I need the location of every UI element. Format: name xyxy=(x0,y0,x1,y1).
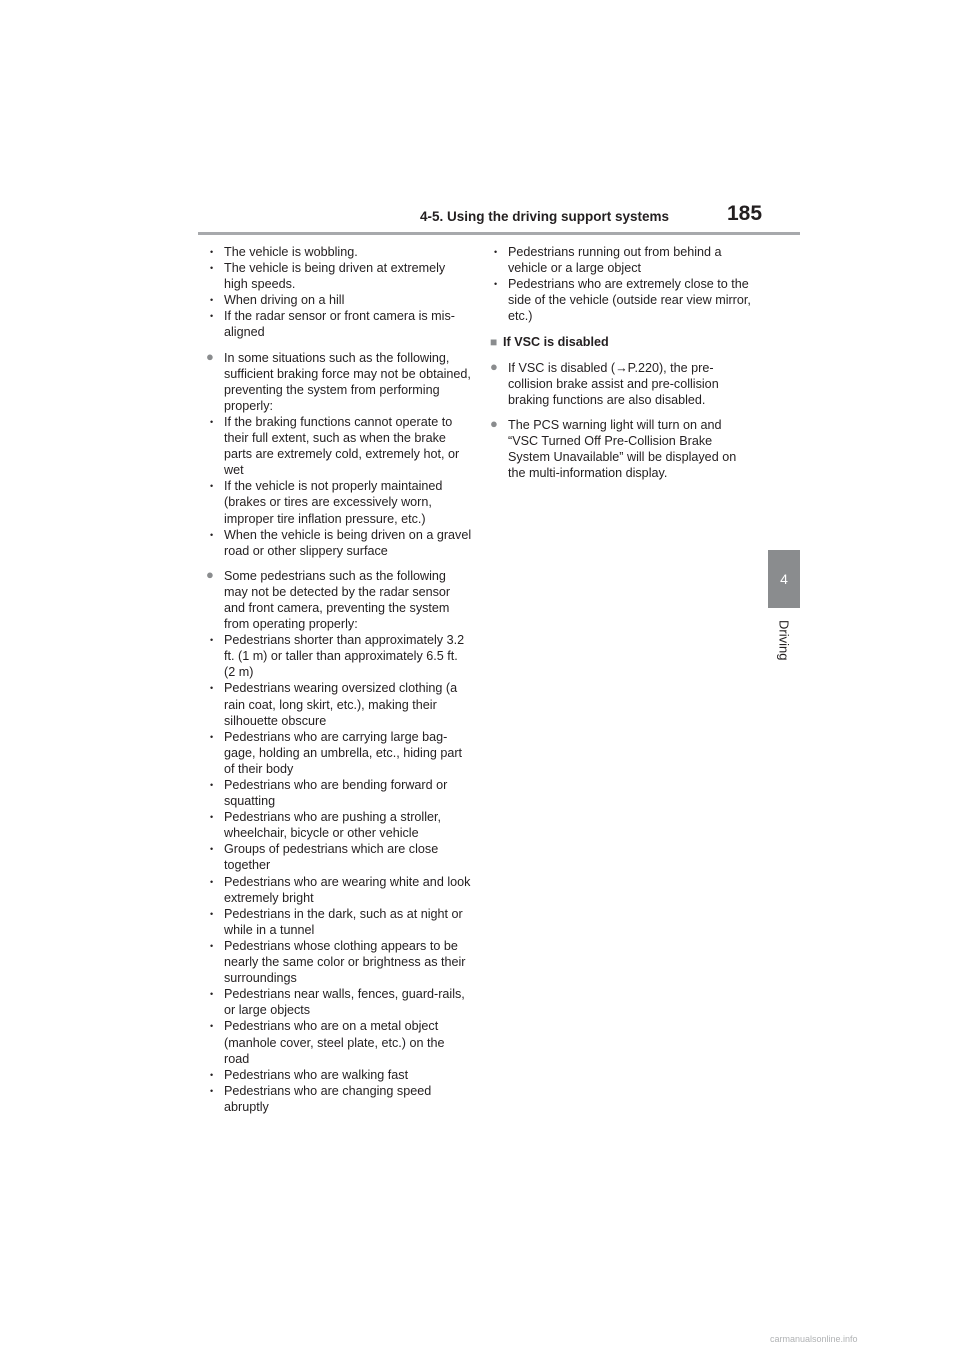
right-column xyxy=(490,244,752,481)
list-item: • Pedestrians who are changing speed abruptly xyxy=(206,1083,472,1115)
list-item: • Pedestrians whose clothing appears to be nearly the same color or brightness as their surroundings xyxy=(206,938,472,986)
list-item: • When the vehicle is being driven on a gravel road or other slippery surface xyxy=(206,527,472,559)
continued-list xyxy=(490,244,752,324)
paragraph-text: If VSC is disabled (→P.220), the pre-collision brake assist and pre-collision braking functions are also disabled. xyxy=(508,360,719,407)
list-item: • Pedestrians who are pushing a stroller, wheelchair, bicycle or other vehicle xyxy=(206,809,472,841)
paragraph-text: In some situations such as the following, sufficient braking force may not be obtained, preventing the system from performing properly: xyxy=(224,350,471,413)
paragraph-text: The PCS warning light will turn on and “VSC Turned Off Pre-Collision Brake System Unavailable” will be displayed on the multi-information display. xyxy=(508,417,737,481)
chapter-label: Driving xyxy=(776,620,792,661)
list-item: • Pedestrians who are carrying large bag-gage, holding an umbrella, etc., hiding part of their body xyxy=(206,729,472,777)
list-item: • Pedestrians who are bending forward or squatting xyxy=(206,777,472,809)
intro-list xyxy=(206,244,472,341)
list-item: • If the vehicle is not properly maintained (brakes or tires are excessively worn, improper tire inflation pressure, etc.) xyxy=(206,478,472,526)
circle-bullet-icon: ● xyxy=(206,348,214,364)
vsc-heading xyxy=(490,334,752,350)
list-item: • Pedestrians who are on a metal object (manhole cover, steel plate, etc.) on the road xyxy=(206,1018,472,1066)
list-item: • Pedestrians running out from behind a vehicle or a large object xyxy=(490,244,752,276)
pedestrian-list xyxy=(206,632,472,1115)
circle-bullet-icon: ● xyxy=(490,358,498,374)
list-item: • Pedestrians wearing oversized clothing (a rain coat, long skirt, etc.), making their silhouette obscure xyxy=(206,680,472,728)
list-item: • When driving on a hill xyxy=(206,292,472,308)
braking-list xyxy=(206,414,472,559)
list-item: • Pedestrians near walls, fences, guard-rails, or large objects xyxy=(206,986,472,1018)
list-item: • Pedestrians who are walking fast xyxy=(206,1067,472,1083)
chapter-tab xyxy=(768,550,800,608)
left-column xyxy=(206,244,472,1115)
list-item: • Pedestrians shorter than approximately 3.2 ft. (1 m) or taller than approximately 6.5 ft. (2 m) xyxy=(206,632,472,680)
list-item: • Pedestrians who are extremely close to the side of the vehicle (outside rear view mirror, etc.) xyxy=(490,276,752,324)
warning-light-paragraph xyxy=(490,417,752,481)
circle-bullet-icon: ● xyxy=(490,415,498,431)
vsc-paragraph xyxy=(490,360,752,408)
list-item: • If the radar sensor or front camera is mis-aligned xyxy=(206,308,472,340)
list-item: • If the braking functions cannot operate to their full extent, such as when the brake parts are extremely cold, extremely hot, or wet xyxy=(206,414,472,478)
heading-text: If VSC is disabled xyxy=(503,335,609,350)
list-item: • Groups of pedestrians which are close together xyxy=(206,841,472,873)
section-title: 4-5. Using the driving support systems xyxy=(420,209,670,224)
watermark-logo: carmanualsonline.info xyxy=(770,1334,858,1344)
circle-bullet-icon: ● xyxy=(206,566,214,582)
pedestrian-paragraph xyxy=(206,568,472,632)
paragraph-text: Some pedestrians such as the following may not be detected by the radar sensor and front camera, preventing the system from operating properly: xyxy=(224,568,451,632)
braking-paragraph xyxy=(206,350,472,414)
list-item: • The vehicle is being driven at extremely high speeds. xyxy=(206,260,472,292)
list-item: • Pedestrians who are wearing white and look extremely bright xyxy=(206,874,472,906)
page-number: 185 xyxy=(727,202,763,225)
list-item: • Pedestrians in the dark, such as at night or while in a tunnel xyxy=(206,906,472,938)
chapter-number: 4 xyxy=(780,571,788,587)
list-item: • The vehicle is wobbling. xyxy=(206,244,472,260)
square-bullet-icon: ■ xyxy=(490,335,498,350)
header-rule xyxy=(198,232,800,235)
